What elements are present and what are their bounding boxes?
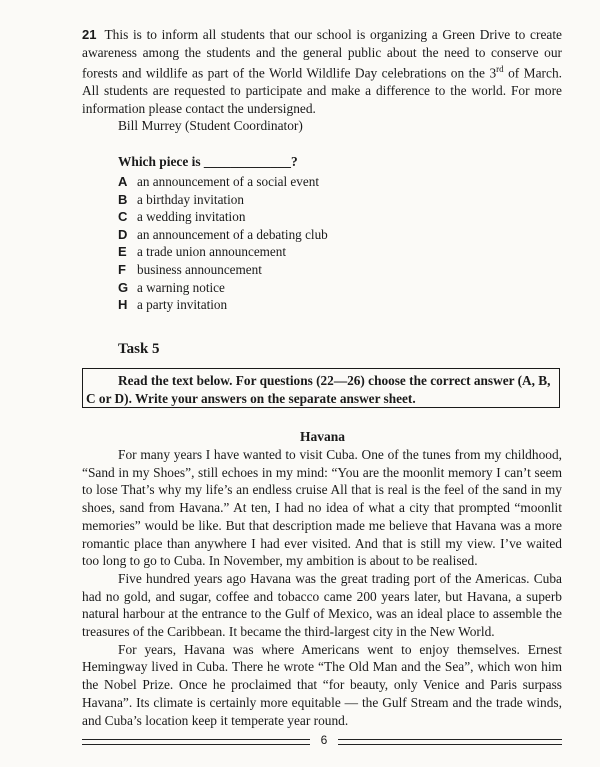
- option-f: [118, 261, 328, 279]
- paragraph: Five hundred years ago Havana was the great trading port of the Americas. Cuba had no gold, and sugar, coffee and tobacco came 200 years later, but Havana, a superb natural harbour at the entrance to the Gulf of Mexico, was an ideal place to assemble the treasures of the Caribbean. It became the third-largest city in the New World.: [82, 570, 562, 640]
- option-b: [118, 191, 328, 209]
- option-text: business announcement: [137, 261, 262, 277]
- option-text: a party invitation: [137, 297, 228, 313]
- ordinal-suffix: rd: [496, 64, 504, 75]
- option-letter: E: [118, 244, 127, 260]
- option-c: [118, 208, 328, 226]
- signature: Bill Murrey (Student Coordinator): [118, 118, 303, 133]
- option-text: an announcement of a social event: [137, 174, 319, 189]
- reading-title: Havana: [299, 429, 345, 444]
- option-text: an announcement of a debating club: [137, 226, 328, 242]
- option-g: [118, 279, 328, 297]
- question-21: [82, 26, 562, 117]
- option-text: a wedding invitation: [137, 209, 246, 225]
- footer-rule: [82, 739, 310, 745]
- paragraph: For years, Havana was where Americans went to enjoy themselves. Ernest Hemingway lived in Cuba. There he wrote “The Old Man and the Sea”, which won him the Nobel Prize. Once he proclaimed that “for beauty, only Venice and Paris surpass Havana”. Its climate is certainly more equitable — the Gulf Stream and the trade winds, and Cuba’s location keep it temperate year round.: [82, 641, 562, 728]
- option-letter: D: [118, 226, 128, 242]
- question-text: This is to inform all students that our school is organizing a Green Drive to create awareness among the students and the general public about the need to conserve our forests and wildlife as part of the World Wildlife Day celebrations on the 3: [82, 27, 562, 81]
- option-a: [118, 173, 328, 191]
- option-h: [118, 296, 328, 314]
- option-letter: C: [118, 209, 128, 225]
- task-title: Task 5: [118, 341, 160, 357]
- option-letter: G: [118, 279, 129, 295]
- option-text: a birthday invitation: [137, 191, 244, 207]
- page-footer: [82, 734, 562, 750]
- question-text-end: of March. All students are requested to participate and make a difference to the world. For more information please contact the undersigned.: [82, 65, 562, 116]
- option-letter: F: [118, 261, 126, 277]
- question-number: 21: [82, 27, 97, 42]
- option-e: [118, 243, 328, 261]
- reading-text: [82, 446, 562, 729]
- answer-options: [118, 173, 328, 314]
- paragraph: For many years I have wanted to visit Cuba. One of the tunes from my childhood, “Sand in my Shoes”, still echoes in my mind: “You are the moonlit memory I can’t seem to lose That’s why my life’s an endless cruise All that is real is the feel of the sand in my shoes, sand from Havana.” At ten, I had no idea of what a city that prompted “moonlit memories” would be like. But that description made me believe that Havana was a more romantic place than anywhere I had ever visited. And that is still my view. I’ve waited too long to go to Cuba. In November, my ambition is about to be realised.: [82, 447, 562, 569]
- page-number: 6: [320, 733, 328, 747]
- footer-rule: [338, 739, 562, 745]
- option-letter: A: [118, 174, 128, 189]
- option-text: a warning notice: [137, 279, 225, 295]
- option-letter: H: [118, 297, 128, 313]
- task-instructions: Read the text below. For questions (22—26) choose the correct answer (A, B, C or D). Write your answers on the separate answer sheet.: [86, 373, 551, 406]
- option-d: [118, 226, 328, 244]
- option-letter: B: [118, 191, 128, 207]
- question-prompt: Which piece is _____________?: [118, 154, 298, 169]
- option-text: a trade union announcement: [137, 244, 287, 260]
